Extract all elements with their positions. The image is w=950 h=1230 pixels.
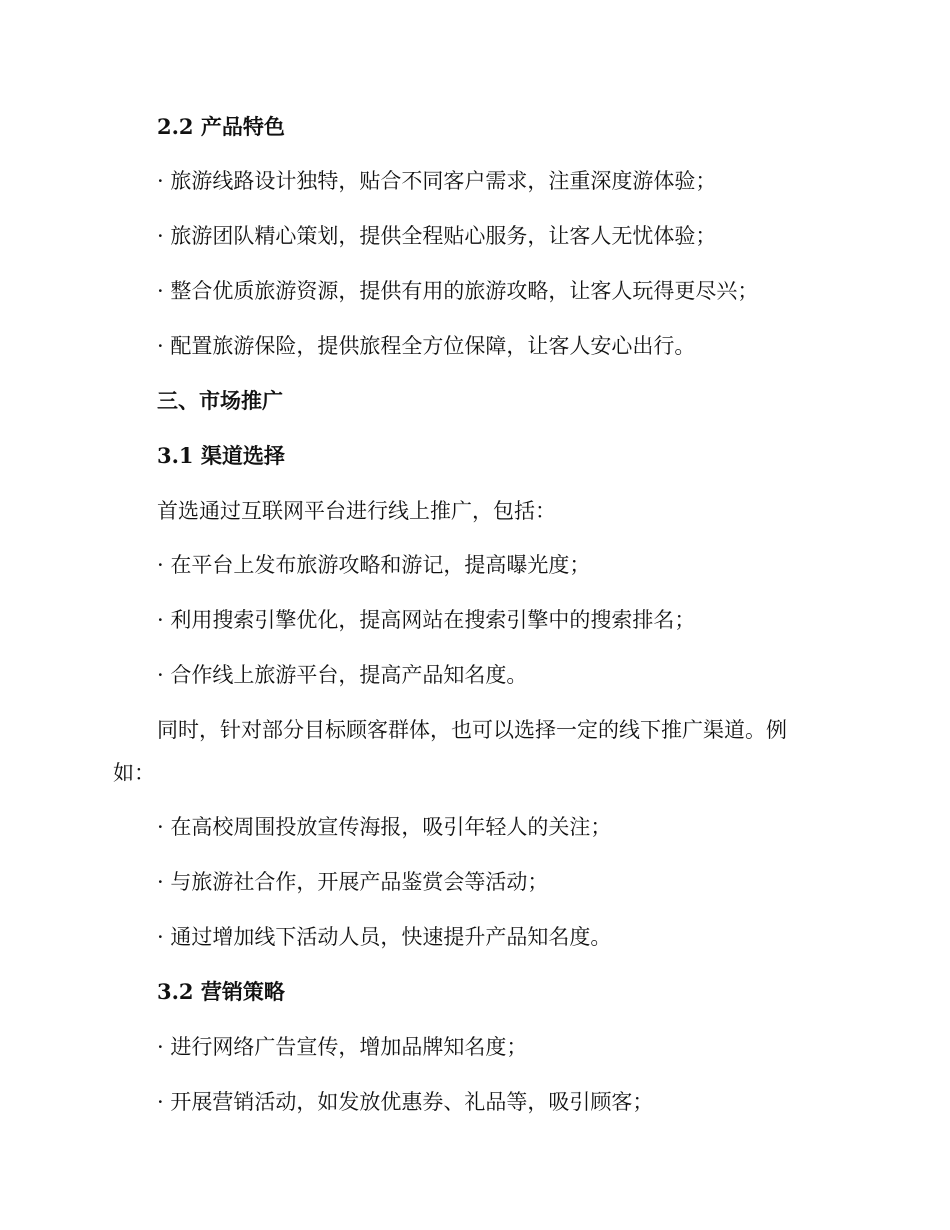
- online-item-1: · 在平台上发布旅游攻略和游记，提高曝光度；: [157, 553, 591, 577]
- heading-2-2-product-features: 2.2 产品特色: [157, 114, 285, 139]
- feature-item-3: · 整合优质旅游资源，提供有用的旅游攻略，让客人玩得更尽兴；: [157, 279, 759, 303]
- feature-item-1: · 旅游线路设计独特，贴合不同客户需求，注重深度游体验；: [157, 169, 717, 193]
- strategy-item-1: · 进行网络广告宣传，增加品牌知名度；: [157, 1035, 528, 1059]
- feature-item-2: · 旅游团队精心策划，提供全程贴心服务，让客人无忧体验；: [157, 224, 717, 248]
- online-item-3: · 合作线上旅游平台，提高产品知名度。: [157, 663, 528, 687]
- heading-3-market-promotion: 三、市场推广: [157, 388, 283, 413]
- offline-paragraph-line-1: 同时，针对部分目标顾客群体，也可以选择一定的线下推广渠道。例: [157, 718, 787, 742]
- offline-item-1: · 在高校周围投放宣传海报，吸引年轻人的关注；: [157, 815, 612, 839]
- offline-item-3: · 通过增加线下活动人员，快速提升产品知名度。: [157, 925, 612, 949]
- heading-3-1-channel-selection: 3.1 渠道选择: [157, 443, 285, 468]
- offline-paragraph-line-2: 如：: [113, 761, 155, 785]
- online-item-2: · 利用搜索引擎优化，提高网站在搜索引擎中的搜索排名；: [157, 608, 696, 632]
- heading-3-2-marketing-strategy: 3.2 营销策略: [157, 979, 285, 1004]
- feature-item-4: · 配置旅游保险，提供旅程全方位保障，让客人安心出行。: [157, 334, 696, 358]
- channel-intro-paragraph: 首选通过互联网平台进行线上推广，包括：: [157, 499, 556, 523]
- offline-item-2: · 与旅游社合作，开展产品鉴赏会等活动；: [157, 870, 549, 894]
- strategy-item-2: · 开展营销活动，如发放优惠券、礼品等，吸引顾客；: [157, 1090, 654, 1114]
